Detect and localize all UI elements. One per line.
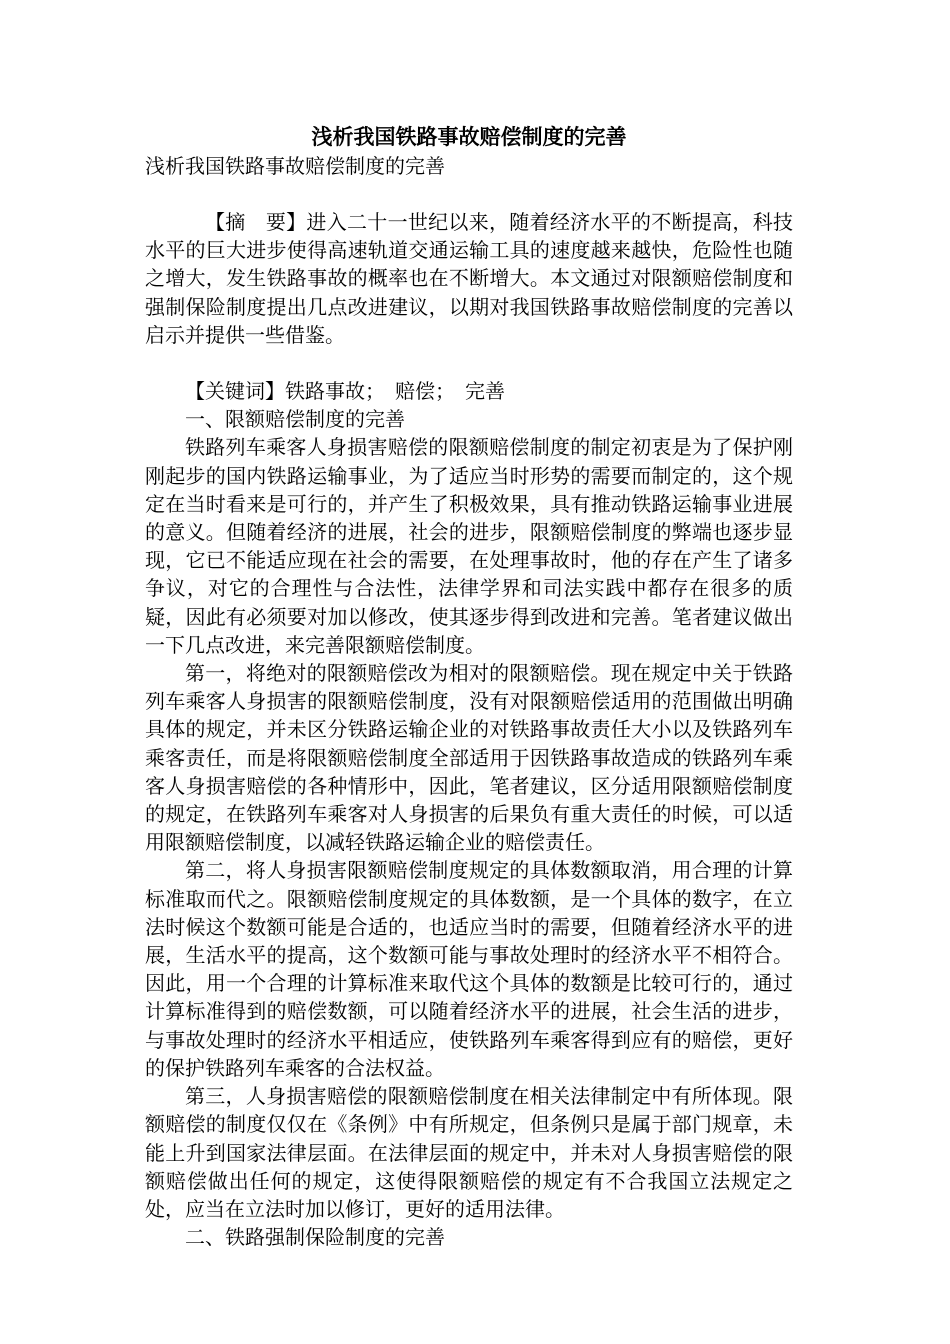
body-paragraph: 第三，人身损害赔偿的限额赔偿制度在相关法律制定中有所体现。限额赔偿的制度仅仅在《条例》中有所规定，但条例只是属于部门规章，未能上升到国家法律层面。在法律层面的规定中，并未对人身损害赔偿的限额赔偿做出任何的规定，这使得限额赔偿的规定有不合我国立法规定之处，应当在立法时加以修订，更好的适用法律。 <box>145 1084 793 1221</box>
body-paragraph: 铁路列车乘客人身损害赔偿的限额赔偿制度的制定初衷是为了保护刚刚起步的国内铁路运输事业，为了适应当时形势的需要而制定的，这个规定在当时看来是可行的，并产生了积极效果，具有推动铁路运输事业进展的意义。但随着经济的进展，社会的进步，限额赔偿制度的弊端也逐步显现，它已不能适应现在社会的需要，在处理事故时，他的存在产生了诸多争议，对它的合理性与合法性，法律学界和司法实践中都存在很多的质疑，因此有必须要对加以修改，使其逐步得到改进和完善。笔者建议做出一下几点改进，来完善限额赔偿制度。 <box>145 435 793 657</box>
document-subtitle: 浅析我国铁路事故赔偿制度的完善 <box>145 154 445 178</box>
section-heading: 一、限额赔偿制度的完善 <box>185 407 405 432</box>
abstract-paragraph: 【摘 要】进入二十一世纪以来，随着经济水平的不断提高，科技水平的巨大进步使得高速轨道交通运输工具的速度越来越快，危险性也随之增大，发生铁路事故的概率也在不断增大。本文通过对限额赔偿制度和强制保险制度提出几点改进建议，以期对我国铁路事故赔偿制度的完善以启示并提供一些借鉴。 <box>145 210 793 347</box>
section-heading: 二、铁路强制保险制度的完善 <box>185 1225 445 1250</box>
keywords-line: 【关键词】铁路事故； 赔偿； 完善 <box>185 379 505 404</box>
body-paragraph: 第二，将人身损害限额赔偿制度规定的具体数额取消，用合理的计算标准取而代之。限额赔偿制度规定的具体数额，是一个具体的数字，在立法时候这个数额可能是合适的，也适应当时的需要，但随着经济水平的进展，生活水平的提高，这个数额可能与事故处理时的经济水平不相符合。因此，用一个合理的计算标准来取代这个具体的数额是比较可行的，通过计算标准得到的赔偿数额，可以随着经济水平的进展，社会生活的进步，与事故处理时的经济水平相适应，使铁路列车乘客得到应有的赔偿，更好的保护铁路列车乘客的合法权益。 <box>145 858 793 1080</box>
document-title: 浅析我国铁路事故赔偿制度的完善 <box>311 124 627 149</box>
body-paragraph: 第一，将绝对的限额赔偿改为相对的限额赔偿。现在规定中关于铁路列车乘客人身损害的限额赔偿制度，没有对限额赔偿适用的范围做出明确具体的规定，并未区分铁路运输企业的对铁路事故责任大小以及铁路列车乘客责任，而是将限额赔偿制度全部适用于因铁路事故造成的铁路列车乘客人身损害赔偿的各种情形中，因此，笔者建议，区分适用限额赔偿制度的规定，在铁路列车乘客对人身损害的后果负有重大责任的时候，可以适用限额赔偿制度，以减轻铁路运输企业的赔偿责任。 <box>145 661 793 855</box>
spacer <box>145 349 793 377</box>
document-page <box>145 122 793 1251</box>
spacer <box>145 180 793 208</box>
